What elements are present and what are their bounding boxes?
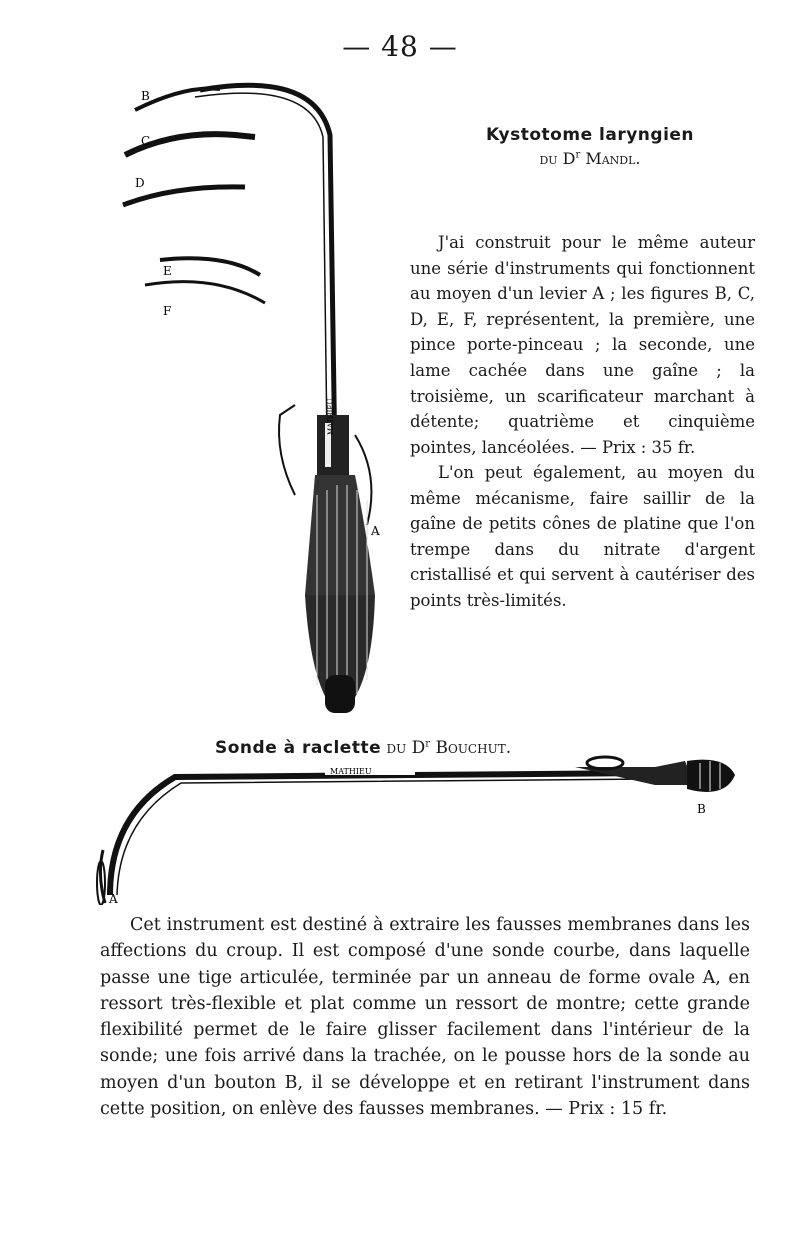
kystotome-title: Kystotome laryngien <box>485 125 695 145</box>
kystotome-author <box>425 149 755 168</box>
label-b: B <box>141 89 150 103</box>
label-e: E <box>163 264 172 278</box>
label-f: F <box>163 304 172 318</box>
kystotome-illustration <box>105 75 405 725</box>
sonde-author-name: Bouchut. <box>435 738 512 758</box>
sonde-author-prefix: du D <box>386 738 426 758</box>
sonde-author-sup: r <box>425 738 431 750</box>
sonde-stamp: MATHIEU <box>330 767 372 776</box>
label-d: D <box>135 176 145 190</box>
label-a: A <box>371 524 380 538</box>
sonde-paragraph: Cet instrument est destiné à extraire les fausses membranes dans les affections du croup. Il est composé d'une sonde courbe, dans laquelle passe une tige articulée, terminée par un anneau de forme ovale A, en ressort très-flexible et plat comme un ressort de montre; cette grande flexibilité permet de le faire glisser facilement dans l'intérieur de la sonde; une fois arrivé dans la trachée, on le pousse hors de la sonde au moyen d'un bouton B, il se développe et en retirant l'instrument dans cette position, on enlève des fausses membranes. — Prix : 15 fr. <box>100 915 750 1120</box>
author-sup: r <box>575 149 581 161</box>
kystotome-heading <box>425 125 755 168</box>
stamp-mathieu: MATHIEU <box>327 398 335 435</box>
sonde-label-a: A <box>109 892 118 905</box>
sonde-illustration <box>95 755 745 905</box>
author-name: Mandl. <box>585 149 641 168</box>
sonde-title: Sonde à raclette <box>215 738 382 758</box>
page-number: — 48 — <box>342 30 458 63</box>
label-c: C <box>141 134 151 148</box>
kystotome-paragraph-1: J'ai construit pour le même auteur une série d'instruments qui fonctionnent au moyen d'un levier A ; les figures B, C, D, E, F, représentent, la première, une pince porte-pinceau ; la seconde, une lame cachée dans une gaîne ; la troisième, un scarificateur marchant à détente; quatrième et cinquième pointes, lancéolées. — Prix : 35 fr. <box>410 233 755 457</box>
kystotome-paragraph-2: L'on peut également, au moyen du même mécanisme, faire saillir de la gaîne de petits cônes de platine que l'on trempe dans du nitrate d'argent cristallisé et qui servent à cautériser des points très-limités. <box>410 463 755 610</box>
author-prefix: du D <box>539 149 576 168</box>
sonde-label-b: B <box>697 802 706 816</box>
